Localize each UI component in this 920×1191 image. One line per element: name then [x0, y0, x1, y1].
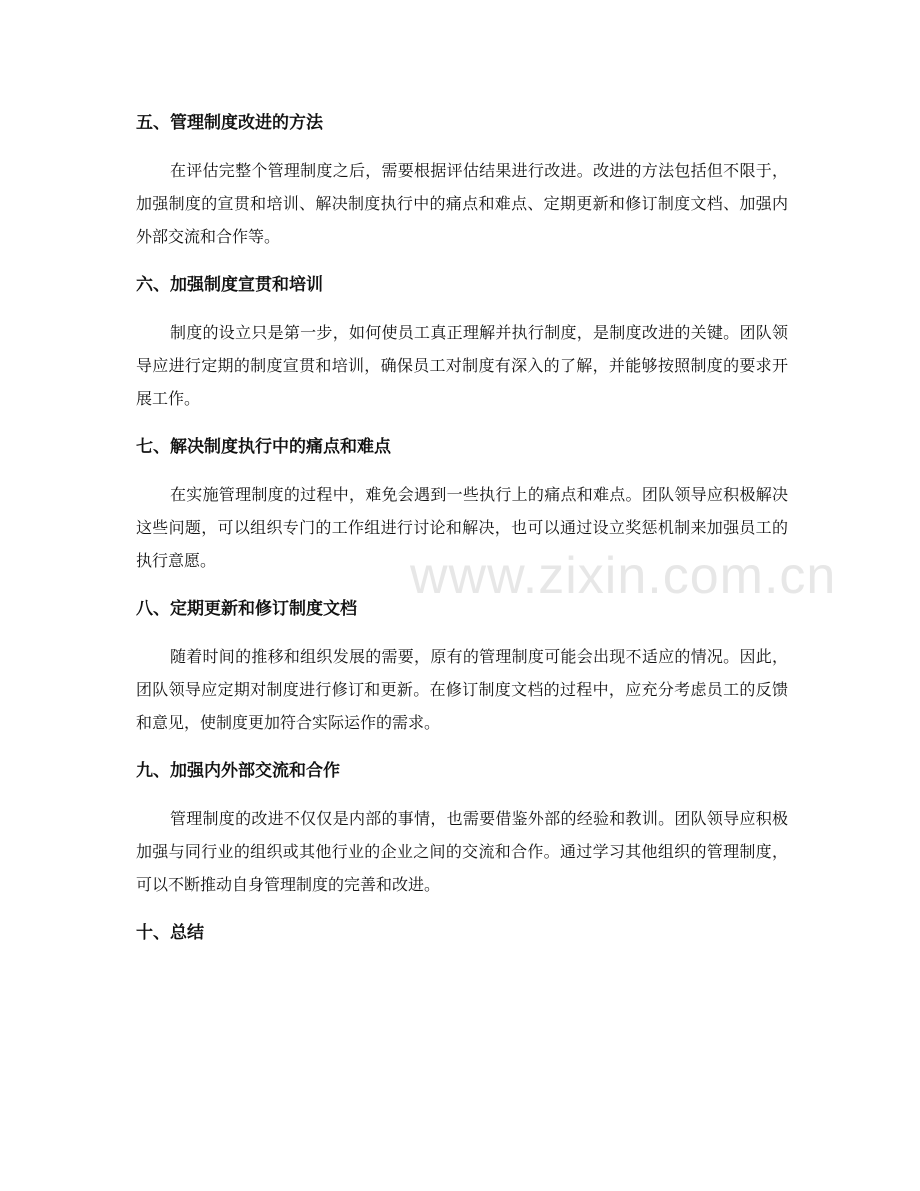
watermark-text: www.zixin.com.cn — [410, 547, 837, 605]
section-title-5: 五、管理制度改进的方法 — [136, 113, 323, 133]
section-title-8: 八、定期更新和修订制度文档 — [136, 599, 357, 619]
section-paragraph-6: 制度的设立只是第一步，如何使员工真正理解并执行制度，是制度改进的关键。团队领导应进行定期的制度宣贯和培训，确保员工对制度有深入的了解，并能够按照制度的要求开展工作。 — [136, 323, 788, 408]
section-paragraph-7: 在实施管理制度的过程中，难免会遇到一些执行上的痛点和难点。团队领导应积极解决这些问题，可以组织专门的工作组进行讨论和解决，也可以通过设立奖惩机制来加强员工的执行意愿。 — [136, 485, 788, 570]
section-title-7: 七、解决制度执行中的痛点和难点 — [136, 437, 391, 457]
section-title-10: 十、总结 — [136, 923, 204, 943]
section-title-6: 六、加强制度宣贯和培训 — [136, 275, 323, 295]
section-title-9: 九、加强内外部交流和合作 — [136, 761, 340, 781]
section-paragraph-5: 在评估完整个管理制度之后，需要根据评估结果进行改进。改进的方法包括但不限于，加强制度的宣贯和培训、解决制度执行中的痛点和难点、定期更新和修订制度文档、加强内外部交流和合作等。 — [136, 161, 788, 246]
section-paragraph-8: 随着时间的推移和组织发展的需要，原有的管理制度可能会出现不适应的情况。因此，团队领导应定期对制度进行修订和更新。在修订制度文档的过程中，应充分考虑员工的反馈和意见，使制度更加符合实际运作的需求。 — [136, 647, 788, 732]
section-paragraph-9: 管理制度的改进不仅仅是内部的事情，也需要借鉴外部的经验和教训。团队领导应积极加强与同行业的组织或其他行业的企业之间的交流和合作。通过学习其他组织的管理制度，可以不断推动自身管理制度的完善和改进。 — [136, 809, 788, 894]
document-content — [136, 106, 788, 950]
